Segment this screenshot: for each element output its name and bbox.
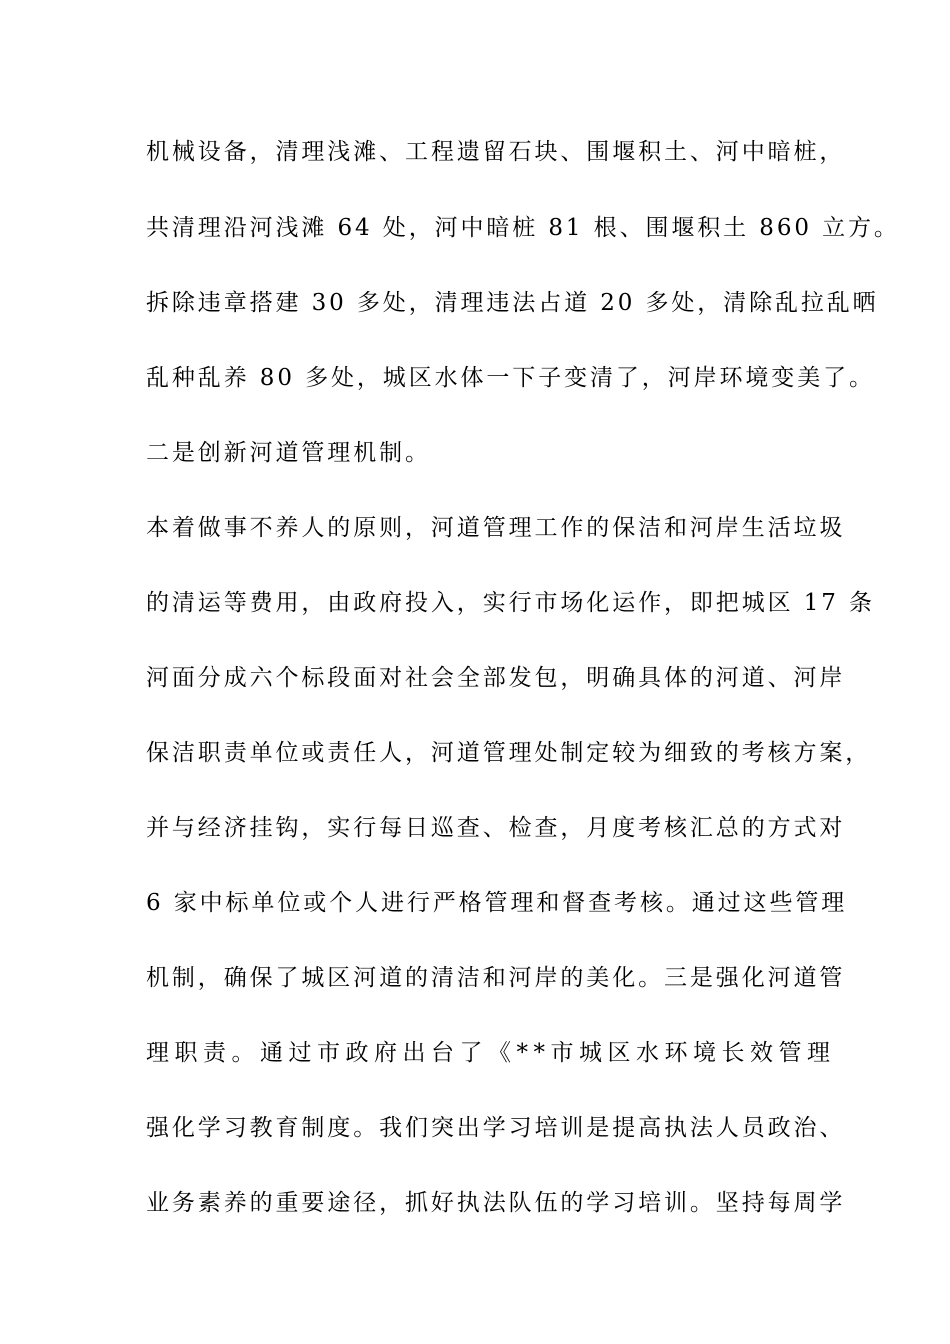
text-line: 6 家中标单位或个人进行严格管理和督查考核。通过这些管理 [146,890,848,916]
text-line: 机械设备，清理浅滩、工程遗留石块、围堰积土、河中暗桩， [146,139,846,165]
text-line: 保洁职责单位或责任人，河道管理处制定较为细致的考核方案， [146,740,872,766]
section-heading: 二是创新河道管理机制。 [146,440,431,466]
text-line: 本着做事不养人的原则，河道管理工作的保洁和河岸生活垃圾 [146,515,846,541]
text-line: 共清理沿河浅滩 64 处，河中暗桩 81 根、围堰积土 860 立方。 [146,215,900,241]
text-line: 拆除违章搭建 30 多处，清理违法占道 20 多处，清除乱拉乱晒 [146,290,879,316]
text-line: 乱种乱养 80 多处，城区水体一下子变清了，河岸环境变美了。 [146,365,875,391]
text-line: 河面分成六个标段面对社会全部发包，明确具体的河道、河岸 [146,665,846,691]
text-line: 业务素养的重要途径，抓好执法队伍的学习培训。坚持每周学 [146,1190,846,1216]
text-line: 强化学习教育制度。我们突出学习培训是提高执法人员政治、 [146,1115,846,1141]
text-line: 并与经济挂钩，实行每日巡查、检查，月度考核汇总的方式对 [146,815,846,841]
text-line: 的清运等费用，由政府投入，实行市场化运作，即把城区 17 条 [146,590,875,616]
text-line: 理职责。通过市政府出台了《**市城区水环境长效管理 [146,1040,836,1066]
text-line: 机制，确保了城区河道的清洁和河岸的美化。三是强化河道管 [146,965,846,991]
